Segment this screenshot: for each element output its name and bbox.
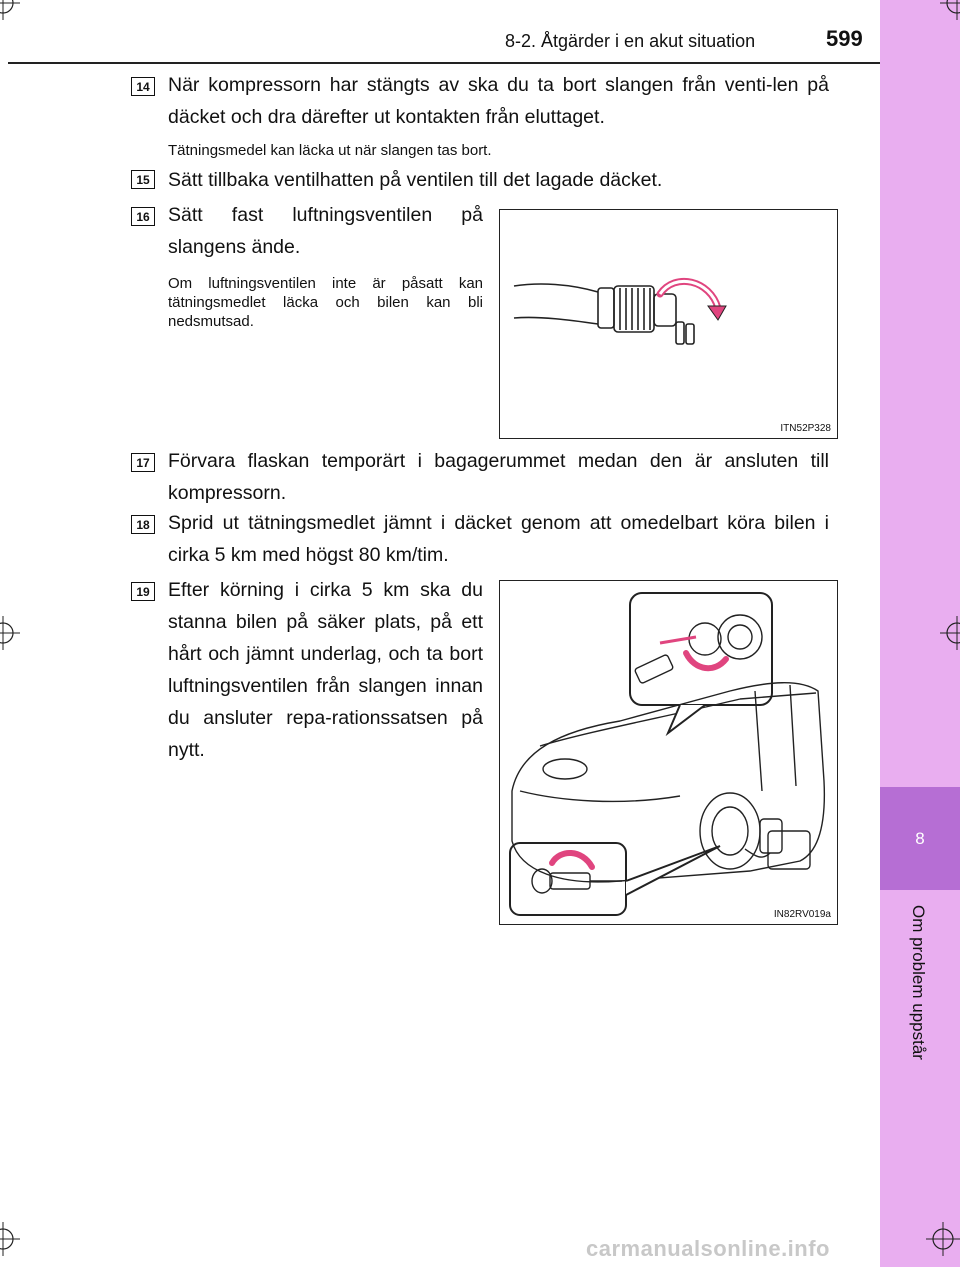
car-repair-illustration xyxy=(500,581,837,924)
step-number-15: 15 xyxy=(131,170,155,189)
step-number-19: 19 xyxy=(131,582,155,601)
step-16-text: Sätt fast luftningsventilen på slangens ände. xyxy=(168,204,483,258)
crop-mark-icon xyxy=(940,616,960,650)
step-number-16: 16 xyxy=(131,207,155,226)
crop-mark-icon xyxy=(0,0,20,20)
chapter-title-text: Om problem uppstår xyxy=(909,905,928,1060)
watermark: carmanualsonline.info xyxy=(586,1236,830,1261)
page-number: 599 xyxy=(826,26,863,51)
crop-mark-icon xyxy=(940,0,960,20)
figure-air-bleed-valve xyxy=(499,209,838,439)
step-14-note: Tätningsmedel kan läcka ut när slangen tas bort. xyxy=(168,142,492,159)
step-19-text: Efter körning i cirka 5 km ska du stanna bilen på säker plats, på ett hårt och jämnt underlag, och ta bort luftningsventilen från slangen innan du ansluter repa-rationssatsen på nytt. xyxy=(168,579,483,761)
section-title: 8-2. Åtgärder i en akut situation xyxy=(505,31,756,51)
chapter-title xyxy=(880,895,960,1095)
chapter-number: 8 xyxy=(880,787,960,890)
step-18-text: Sprid ut tätningsmedlet jämnt i däcket genom att omedelbart köra bilen i cirka 5 km med högst 80 km/tim. xyxy=(168,512,829,566)
step-15-text: Sätt tillbaka ventilhatten på ventilen till det lagade däcket. xyxy=(168,169,663,191)
header-rule xyxy=(8,62,880,64)
step-number-14: 14 xyxy=(131,77,155,96)
step-number-17: 17 xyxy=(131,453,155,472)
crop-mark-icon xyxy=(0,1222,20,1256)
crop-mark-icon xyxy=(926,1222,960,1256)
step-16-note: Om luftningsventilen inte är påsatt kan tätningsmedlet läcka och bilen kan bli nedsmutsad. xyxy=(168,275,483,330)
step-17-text: Förvara flaskan temporärt i bagagerummet medan den är ansluten till kompressorn. xyxy=(168,450,829,504)
step-14-text: När kompressorn har stängts av ska du ta bort slangen från venti-len på däcket och dra därefter ut kontakten från eluttaget. xyxy=(168,74,829,128)
crop-mark-icon xyxy=(0,616,20,650)
figure-car-with-repair-kit xyxy=(499,580,838,925)
figure-code: ITN52P328 xyxy=(780,423,831,434)
step-number-18: 18 xyxy=(131,515,155,534)
figure-code: IN82RV019a xyxy=(773,909,831,920)
hose-valve-illustration xyxy=(500,210,837,438)
